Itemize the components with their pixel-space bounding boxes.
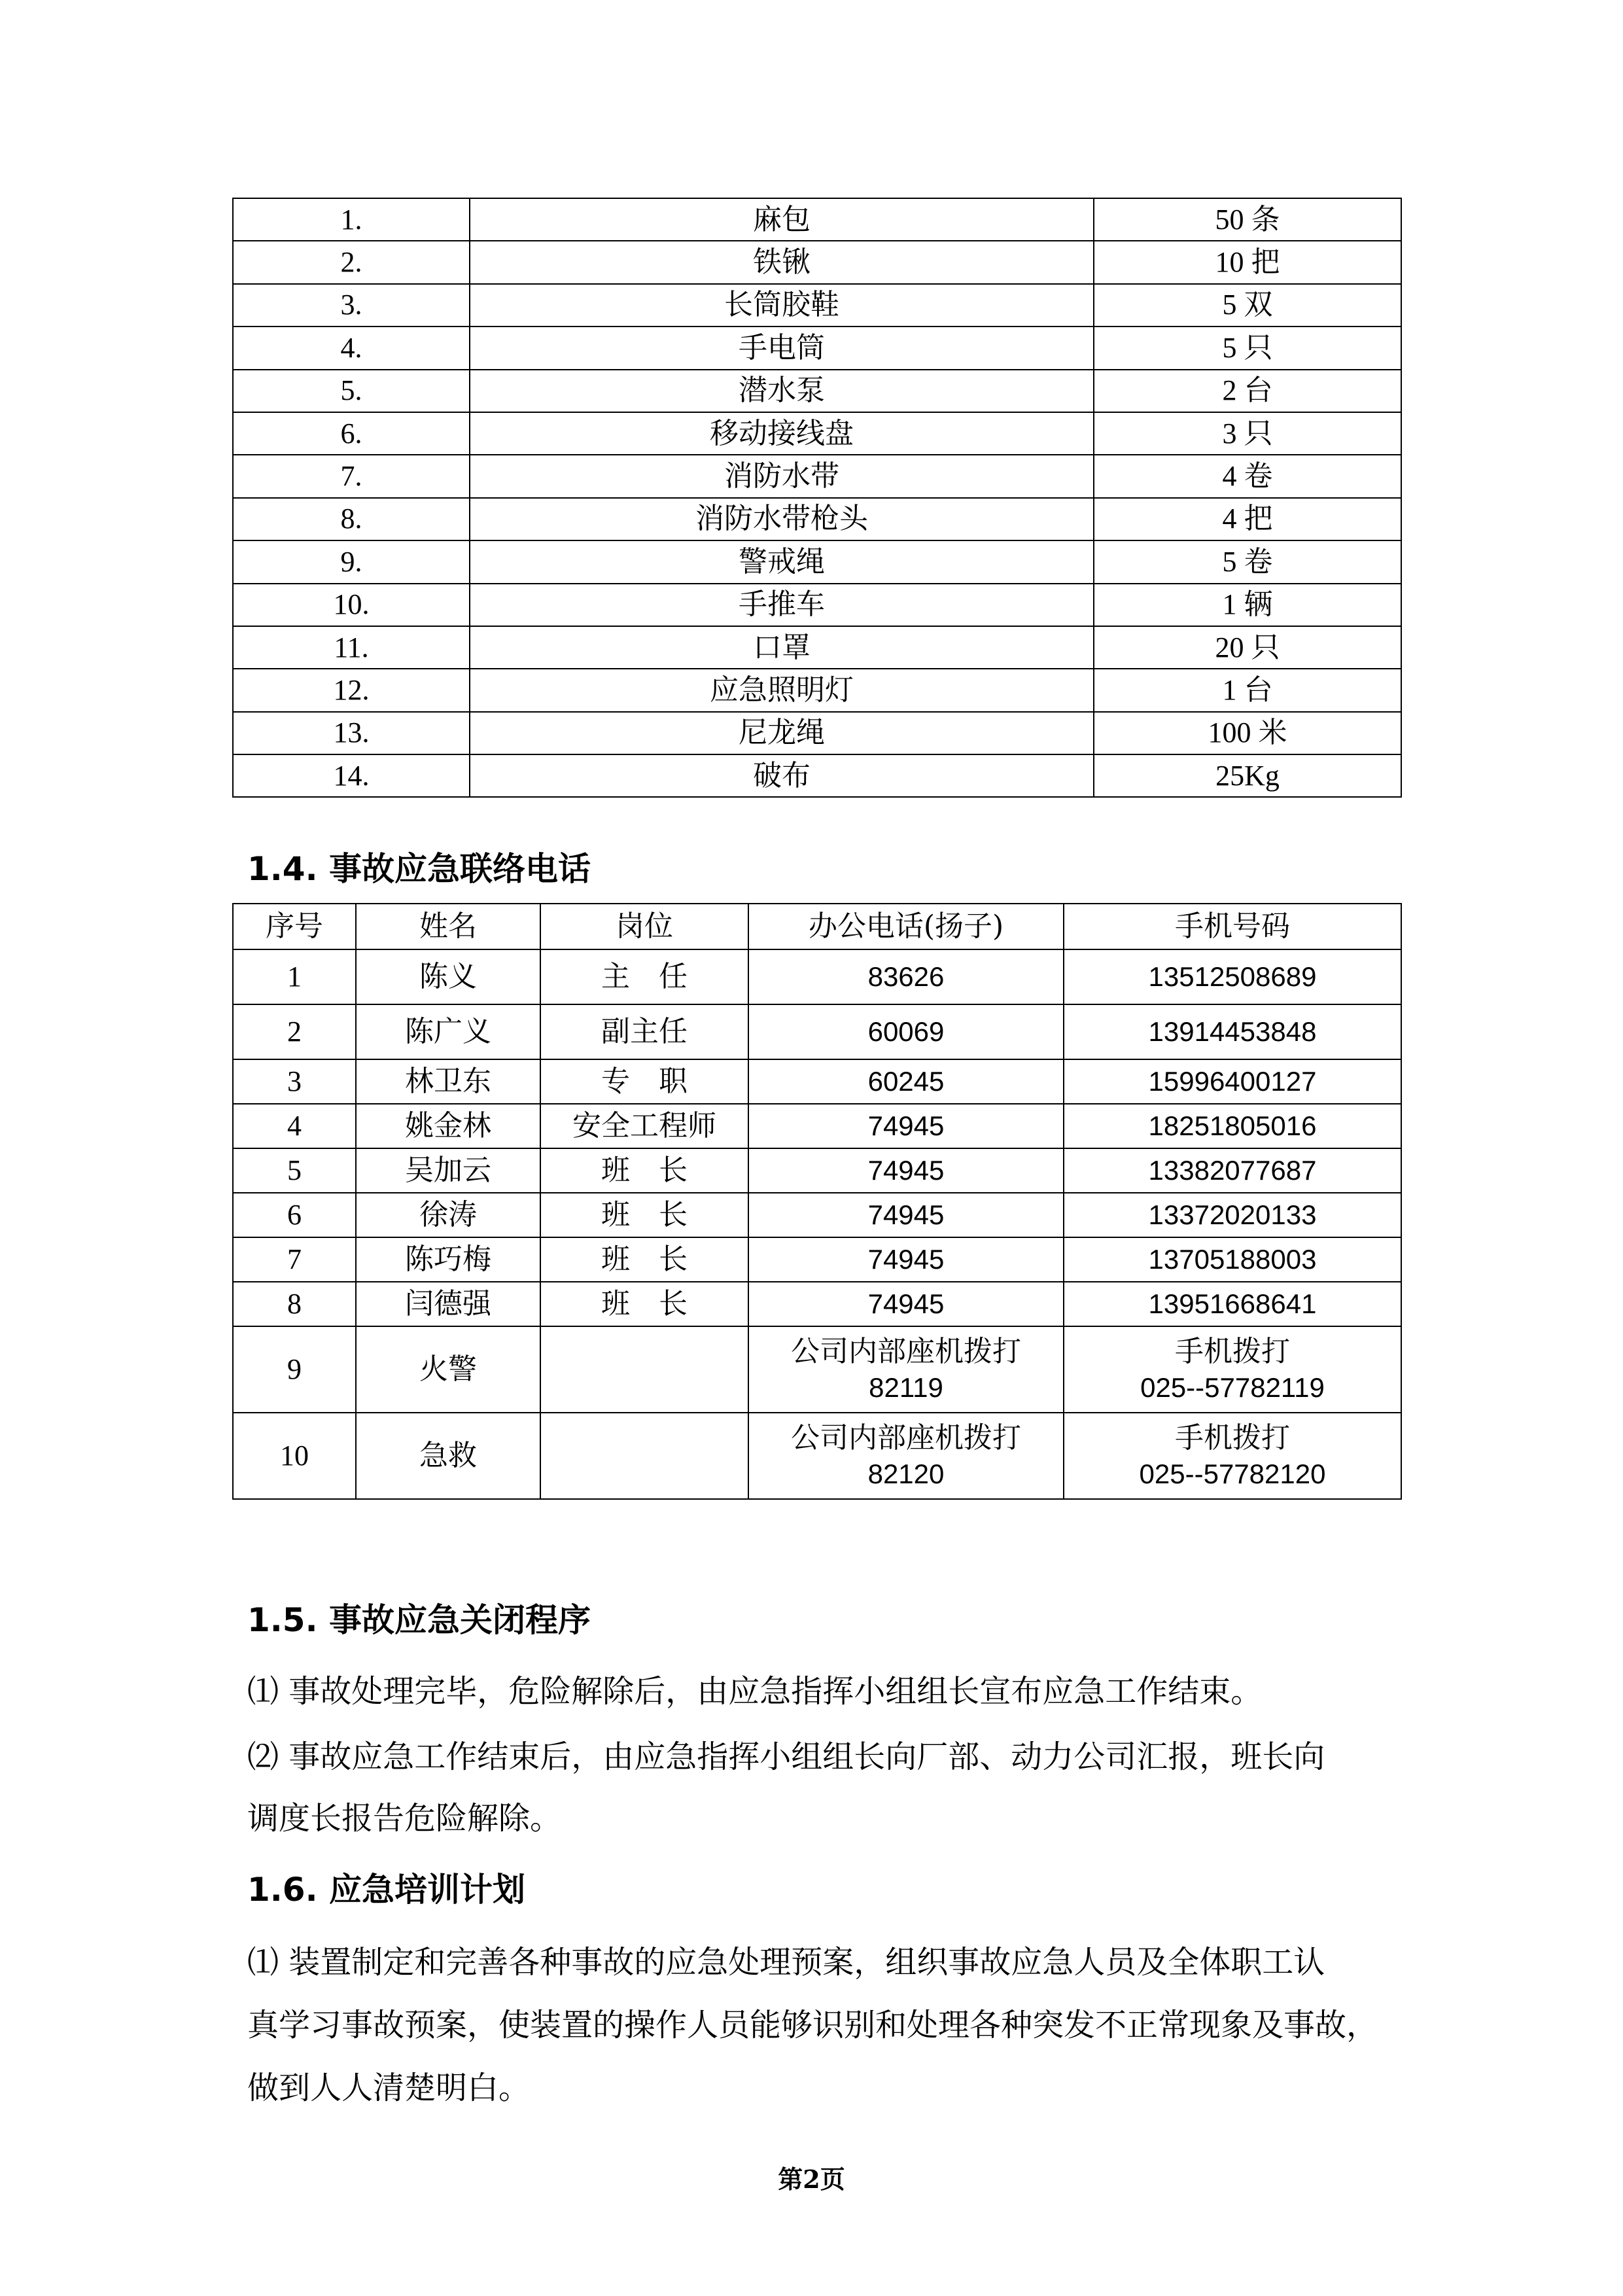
- contact-name-cell: 林卫东: [356, 1059, 540, 1104]
- equipment-row: [233, 241, 1401, 283]
- mobile-line-2: 025--57782120: [1139, 1458, 1326, 1490]
- contact-row: [233, 1104, 1401, 1148]
- equipment-table: [232, 198, 1402, 798]
- equipment-qty-cell: 1 台: [1094, 669, 1401, 711]
- closure-paragraph-2-line-2: 调度长报告危险解除。: [247, 1800, 562, 1837]
- contact-name-cell: 吴加云: [356, 1148, 540, 1193]
- contact-office-cell: 74945: [748, 1282, 1064, 1326]
- contact-row: [233, 1148, 1401, 1193]
- equipment-row: [233, 284, 1401, 327]
- equipment-item-cell: 移动接线盘: [470, 412, 1094, 455]
- contact-row: [233, 949, 1401, 1004]
- contact-post-cell: 主 任: [540, 949, 748, 1004]
- contact-no-cell: 4: [233, 1104, 356, 1148]
- contact-row: [233, 1193, 1401, 1237]
- equipment-qty-cell: 20 只: [1094, 626, 1401, 669]
- training-paragraph-line-1: ⑴ 装置制定和完善各种事故的应急处理预案，组织事故应急人员及全体职工认: [247, 1944, 1325, 1981]
- contact-post-cell: 副主任: [540, 1004, 748, 1059]
- contact-post-cell: 安全工程师: [540, 1104, 748, 1148]
- contact-mobile-cell: 13914453848: [1064, 1004, 1401, 1059]
- equipment-no-cell: 13.: [233, 712, 470, 754]
- contact-no-cell: 3: [233, 1059, 356, 1104]
- contact-office-cell: 60245: [748, 1059, 1064, 1104]
- equipment-qty-cell: 5 双: [1094, 284, 1401, 327]
- contact-post-cell: 班 长: [540, 1193, 748, 1237]
- equipment-row: [233, 584, 1401, 626]
- equipment-no-cell: 12.: [233, 669, 470, 711]
- equipment-qty-cell: 1 辆: [1094, 584, 1401, 626]
- equipment-item-cell: 口罩: [470, 626, 1094, 669]
- contact-no-cell: 5: [233, 1148, 356, 1193]
- contact-name-cell: 急救: [356, 1413, 540, 1499]
- page-number: 第2页: [778, 2164, 845, 2194]
- contact-row: [233, 1004, 1401, 1059]
- equipment-qty-cell: 5 只: [1094, 327, 1401, 369]
- equipment-item-cell: 警戒绳: [470, 540, 1094, 583]
- equipment-qty-cell: 2 台: [1094, 370, 1401, 412]
- equipment-item-cell: 消防水带枪头: [470, 498, 1094, 540]
- equipment-item-cell: 消防水带: [470, 455, 1094, 497]
- contact-name-cell: 姚金林: [356, 1104, 540, 1148]
- equipment-no-cell: 10.: [233, 584, 470, 626]
- equipment-no-cell: 4.: [233, 327, 470, 369]
- contact-no-cell: 8: [233, 1282, 356, 1326]
- contact-post-cell: 班 长: [540, 1282, 748, 1326]
- contact-name-cell: 徐涛: [356, 1193, 540, 1237]
- contact-post-cell: 班 长: [540, 1237, 748, 1282]
- contact-post-cell: 班 长: [540, 1148, 748, 1193]
- equipment-row: [233, 754, 1401, 797]
- equipment-item-cell: 长筒胶鞋: [470, 284, 1094, 327]
- contact-no-cell: 9: [233, 1326, 356, 1413]
- contact-office-cell: 74945: [748, 1237, 1064, 1282]
- contact-row: [233, 1282, 1401, 1326]
- closure-paragraph-1: ⑴ 事故处理完毕，危险解除后，由应急指挥小组组长宣布应急工作结束。: [247, 1673, 1263, 1710]
- contact-mobile-cell: 13705188003: [1064, 1237, 1401, 1282]
- header-cell-office: 办公电话(扬子): [748, 904, 1064, 949]
- equipment-no-cell: 9.: [233, 540, 470, 583]
- equipment-no-cell: 1.: [233, 198, 470, 241]
- contact-name-cell: 火警: [356, 1326, 540, 1413]
- equipment-item-cell: 破布: [470, 754, 1094, 797]
- contact-row: [233, 1326, 1401, 1413]
- contact-mobile-cell: 13951668641: [1064, 1282, 1401, 1326]
- mobile-line-1: 手机拨打: [1175, 1421, 1290, 1455]
- equipment-item-cell: 潜水泵: [470, 370, 1094, 412]
- equipment-qty-cell: 10 把: [1094, 241, 1401, 283]
- office-line-2: 82120: [867, 1458, 945, 1490]
- equipment-row: [233, 712, 1401, 754]
- contact-mobile-cell: 13372020133: [1064, 1193, 1401, 1237]
- contact-office-cell: [748, 1413, 1064, 1499]
- contact-mobile-cell: [1064, 1413, 1401, 1499]
- equipment-qty-cell: 25Kg: [1094, 754, 1401, 797]
- equipment-row: [233, 198, 1401, 241]
- contact-mobile-cell: 13512508689: [1064, 949, 1401, 1004]
- contact-mobile-cell: 15996400127: [1064, 1059, 1401, 1104]
- contact-post-cell: 专 职: [540, 1059, 748, 1104]
- contact-name-cell: 闫德强: [356, 1282, 540, 1326]
- contact-name-cell: 陈巧梅: [356, 1237, 540, 1282]
- mobile-line-2: 025--57782119: [1140, 1372, 1325, 1404]
- equipment-qty-cell: 5 卷: [1094, 540, 1401, 583]
- contact-name-cell: 陈广义: [356, 1004, 540, 1059]
- contact-no-cell: 6: [233, 1193, 356, 1237]
- section-heading-closure: 1.5. 事故应急关闭程序: [247, 1601, 591, 1639]
- contact-name-cell: 陈义: [356, 949, 540, 1004]
- equipment-qty-cell: 4 卷: [1094, 455, 1401, 497]
- contact-header-row: [233, 904, 1401, 949]
- contact-post-cell: [540, 1413, 748, 1499]
- equipment-no-cell: 2.: [233, 241, 470, 283]
- contact-no-cell: 10: [233, 1413, 356, 1499]
- equipment-item-cell: 铁锹: [470, 241, 1094, 283]
- contact-mobile-cell: 18251805016: [1064, 1104, 1401, 1148]
- contact-office-cell: 74945: [748, 1148, 1064, 1193]
- header-cell-no: 序号: [233, 904, 356, 949]
- equipment-item-cell: 应急照明灯: [470, 669, 1094, 711]
- equipment-item-cell: 尼龙绳: [470, 712, 1094, 754]
- equipment-row: [233, 498, 1401, 540]
- equipment-no-cell: 7.: [233, 455, 470, 497]
- section-heading-training: 1.6. 应急培训计划: [247, 1871, 525, 1909]
- equipment-row: [233, 327, 1401, 369]
- contact-row: [233, 1059, 1401, 1104]
- equipment-item-cell: 手推车: [470, 584, 1094, 626]
- equipment-no-cell: 5.: [233, 370, 470, 412]
- equipment-no-cell: 3.: [233, 284, 470, 327]
- equipment-row: [233, 540, 1401, 583]
- equipment-row: [233, 370, 1401, 412]
- equipment-qty-cell: 50 条: [1094, 198, 1401, 241]
- equipment-row: [233, 669, 1401, 711]
- equipment-qty-cell: 100 米: [1094, 712, 1401, 754]
- contact-office-cell: 60069: [748, 1004, 1064, 1059]
- equipment-item-cell: 麻包: [470, 198, 1094, 241]
- equipment-item-cell: 手电筒: [470, 327, 1094, 369]
- contact-office-cell: [748, 1326, 1064, 1413]
- contact-no-cell: 2: [233, 1004, 356, 1059]
- equipment-no-cell: 11.: [233, 626, 470, 669]
- header-cell-post: 岗位: [540, 904, 748, 949]
- contact-mobile-cell: [1064, 1326, 1401, 1413]
- contact-post-cell: [540, 1326, 748, 1413]
- contact-no-cell: 7: [233, 1237, 356, 1282]
- equipment-no-cell: 8.: [233, 498, 470, 540]
- contact-no-cell: 1: [233, 949, 356, 1004]
- header-cell-mobile: 手机号码: [1064, 904, 1401, 949]
- contact-office-cell: 74945: [748, 1193, 1064, 1237]
- equipment-row: [233, 412, 1401, 455]
- section-heading-contacts: 1.4. 事故应急联络电话: [247, 850, 591, 888]
- office-line-2: 82119: [869, 1372, 943, 1404]
- training-paragraph-line-3: 做到人人清楚明白。: [247, 2070, 531, 2106]
- contact-office-cell: 83626: [748, 949, 1064, 1004]
- training-paragraph-line-2: 真学习事故预案，使装置的操作人员能够识别和处理各种突发不正常现象及事故，: [247, 2007, 1378, 2043]
- contact-row: [233, 1237, 1401, 1282]
- contact-mobile-cell: 13382077687: [1064, 1148, 1401, 1193]
- office-line-1: 公司内部座机拨打: [791, 1335, 1021, 1369]
- contact-row: [233, 1413, 1401, 1499]
- equipment-row: [233, 455, 1401, 497]
- office-line-1: 公司内部座机拨打: [791, 1421, 1021, 1455]
- contact-office-cell: 74945: [748, 1104, 1064, 1148]
- mobile-line-1: 手机拨打: [1175, 1335, 1290, 1369]
- equipment-qty-cell: 3 只: [1094, 412, 1401, 455]
- contact-table: [232, 903, 1402, 1500]
- equipment-no-cell: 6.: [233, 412, 470, 455]
- equipment-row: [233, 626, 1401, 669]
- closure-paragraph-2-line-1: ⑵ 事故应急工作结束后，由应急指挥小组组长向厂部、动力公司汇报，班长向: [247, 1739, 1325, 1775]
- header-cell-name: 姓名: [356, 904, 540, 949]
- equipment-no-cell: 14.: [233, 754, 470, 797]
- equipment-qty-cell: 4 把: [1094, 498, 1401, 540]
